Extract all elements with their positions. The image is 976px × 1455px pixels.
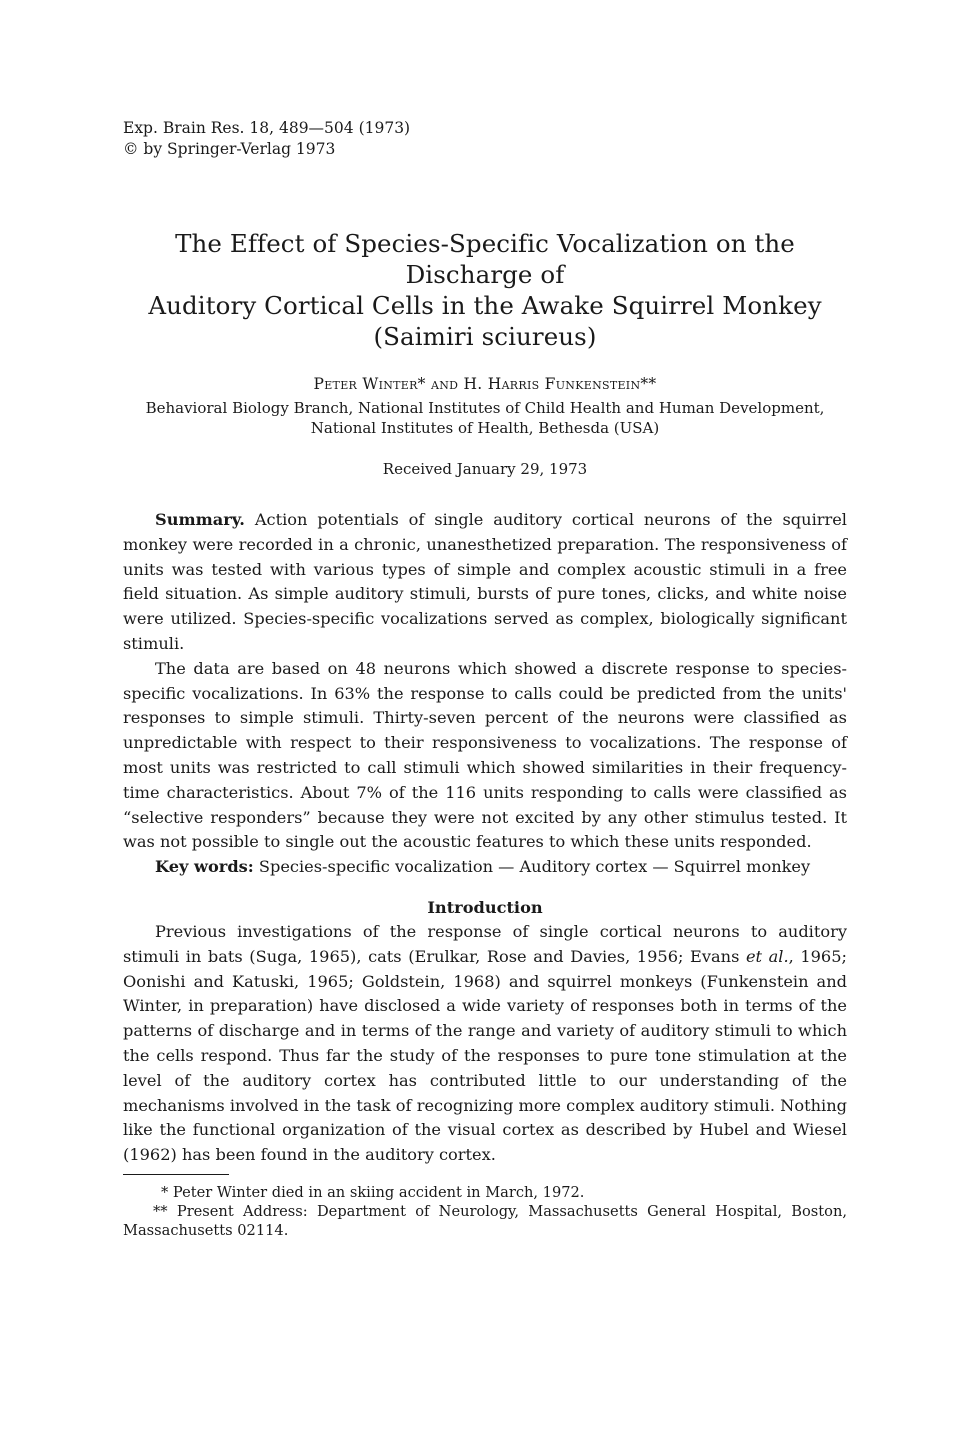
summary-text-1: Action potentials of single auditory cortical neurons of the squirrel monkey were recorded in a chronic, unanesthetized preparation. The responsiveness of units was tested with various types of simple and complex acoustic stimuli in a free field situation. As simple auditory stimuli, bursts of pure tones, clicks, and white noise were utilized. Species-specific vocalizations served as complex, biologically significant stimuli.: [123, 510, 847, 653]
intro-et-al: et al.: [745, 946, 789, 966]
keywords-label: Key words:: [155, 857, 254, 877]
intro-text-a: Previous investigations of the response of single cortical neurons to auditory stimuli in bats (Suga, 1965), cats (Erulkar, Rose and Davies, 1956; Evans: [123, 921, 847, 966]
article-title: [123, 228, 847, 352]
footnote-divider: [123, 1174, 229, 1175]
summary-paragraph-2: The data are based on 48 neurons which showed a discrete response to species-specific vocalizations. In 63% the response to calls could be predicted from the units' responses to simple stimuli. Thirty-seven percent of the neurons were classified as unpredictable with respect to their responsiveness to vocalizations. The response of most units was restricted to call stimuli which showed similarities in their frequency-time characteristics. About 7% of the 116 units responding to calls were classified as “selective responders” because they were not excited by any other stimulus tested. It was not possible to single out the acoustic features to which these units responded.: [123, 658, 847, 852]
journal-masthead: [123, 118, 847, 160]
affiliation: [123, 398, 847, 438]
keywords-text: Species-specific vocalization — Auditory cortex — Squirrel monkey: [258, 857, 811, 877]
footnotes: [123, 1183, 847, 1240]
keywords-line: [123, 855, 847, 880]
summary-label: Summary.: [155, 510, 245, 529]
title-line-1: The Effect of Species-Specific Vocalization on the Discharge of: [175, 229, 795, 289]
paper-page: [123, 118, 847, 1240]
title-line-2: Auditory Cortical Cells in the Awake Squirrel Monkey: [148, 291, 822, 320]
footnote-2: ** Present Address: Department of Neurology, Massachusetts General Hospital, Boston, Massachusetts 02114.: [123, 1202, 847, 1239]
copyright-line: © by Springer-Verlag 1973: [123, 140, 336, 158]
author-line: Peter Winter* and H. Harris Funkenstein**: [313, 375, 657, 393]
journal-citation: Exp. Brain Res. 18, 489—504 (1973): [123, 119, 411, 137]
received-date: Received January 29, 1973: [382, 460, 588, 478]
introduction-heading: Introduction: [427, 897, 543, 917]
affiliation-line-2: National Institutes of Health, Bethesda (USA): [310, 419, 660, 437]
summary-paragraph-1: [123, 508, 847, 657]
summary-section: [123, 508, 847, 855]
introduction-paragraph: [123, 920, 847, 1168]
footnote-1: * Peter Winter died in an skiing accident in March, 1972.: [161, 1183, 585, 1201]
affiliation-line-1: Behavioral Biology Branch, National Institutes of Child Health and Human Development,: [145, 399, 825, 417]
title-line-3: (Saimiri sciureus): [373, 322, 597, 351]
intro-text-b: , 1965; Oonishi and Katuski, 1965; Goldstein, 1968) and squirrel monkeys (Funkenstein and Winter, in preparation) have disclosed a wide variety of responses both in terms of the patterns of discharge and in terms of the range and variety of auditory stimuli to which the cells respond. Thus far the study of the responses to pure tone stimulation at the level of the auditory cortex has contributed little to our understanding of the mechanisms involved in the task of recognizing more complex auditory stimuli. Nothing like the functional organization of the visual cortex as described by Hubel and Wiesel (1962) has been found in the auditory cortex.: [123, 946, 847, 1165]
